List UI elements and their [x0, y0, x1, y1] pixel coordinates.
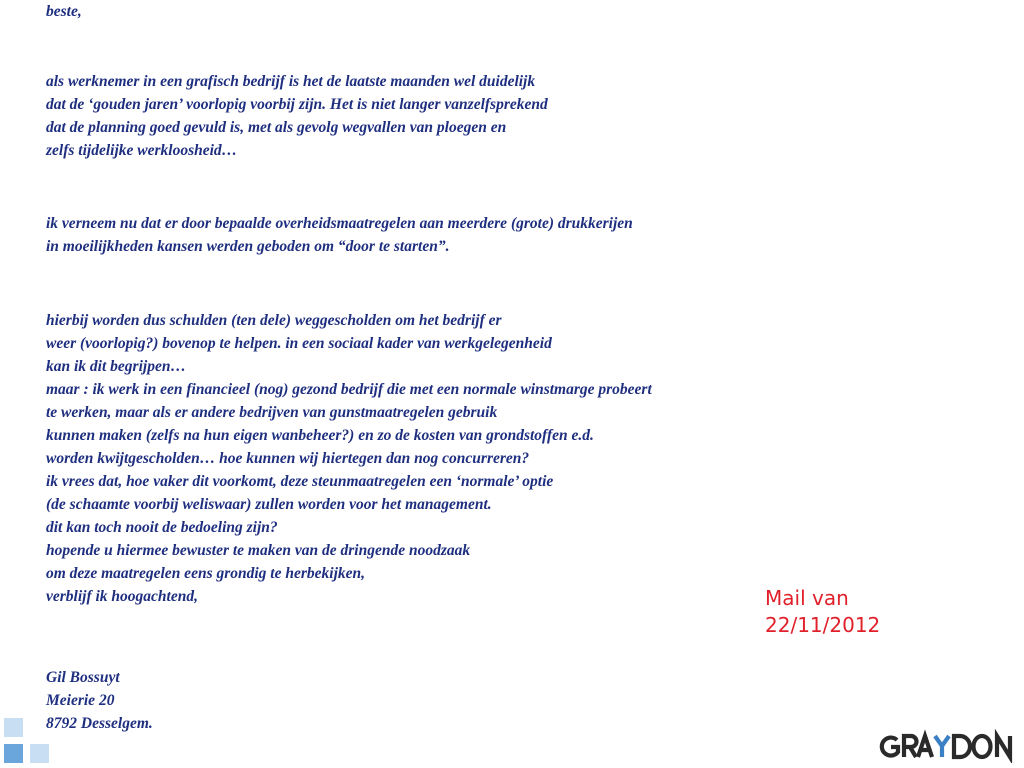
- signature-street: Meierie 20: [46, 692, 115, 709]
- letter-line: kan ik dit begrijpen…: [46, 358, 186, 375]
- letter-greeting: beste,: [46, 3, 82, 20]
- signature-city: 8792 Desselgem.: [46, 715, 153, 732]
- letter-line: weer (voorlopig?) bovenop te helpen. in een sociaal kader van werkgelegenheid: [46, 335, 552, 352]
- mail-date-label: Mail van: [765, 586, 849, 610]
- mail-date-value: 22/11/2012: [765, 613, 881, 637]
- letter-line: te werken, maar als er andere bedrijven van gunstmaatregelen gebruik: [46, 404, 498, 421]
- letter-line: in moeilijkheden kansen werden geboden om “door te starten”.: [46, 238, 450, 255]
- letter-line: kunnen maken (zelfs na hun eigen wanbeheer?) en zo de kosten van grondstoffen e.d.: [46, 427, 594, 444]
- decorative-squares: [0, 718, 60, 768]
- letter-line: om deze maatregelen eens grondig te herbekijken,: [46, 565, 366, 582]
- letter-paragraph-3: [46, 309, 652, 608]
- letter-line: worden kwijtgescholden… hoe kunnen wij hiertegen dan nog concurreren?: [46, 450, 530, 467]
- letter-paragraph-1: [46, 70, 548, 162]
- letter-line: hopende u hiermee bewuster te maken van de dringende noodzaak: [46, 542, 471, 559]
- letter-line: dat de ‘gouden jaren’ voorlopig voorbij zijn. Het is niet langer vanzelfsprekend: [46, 96, 548, 113]
- decorative-square: [30, 744, 49, 763]
- graydon-logo: [878, 729, 1024, 763]
- letter-line: hierbij worden dus schulden (ten dele) weggescholden om het bedrijf er: [46, 312, 502, 329]
- decorative-square: [4, 744, 23, 763]
- letter-line: dat de planning goed gevuld is, met als gevolg wegvallen van ploegen en: [46, 119, 507, 136]
- letter-line: dit kan toch nooit de bedoeling zijn?: [46, 519, 278, 536]
- letter-line: als werknemer in een grafisch bedrijf is het de laatste maanden wel duidelijk: [46, 73, 536, 90]
- letter-paragraph-2: [46, 212, 633, 258]
- letter-line: (de schaamte voorbij weliswaar) zullen worden voor het management.: [46, 496, 492, 513]
- letter-line: zelfs tijdelijke werkloosheid…: [46, 142, 238, 159]
- letter-line: ik vrees dat, hoe vaker dit voorkomt, deze steunmaatregelen een ‘normale’ optie: [46, 473, 554, 490]
- letter-line: ik verneem nu dat er door bepaalde overheidsmaatregelen aan meerdere (grote) drukkerijen: [46, 215, 633, 232]
- letter-line: maar : ik werk in een financieel (nog) gezond bedrijf die met een normale winstmarge probeert: [46, 381, 652, 398]
- decorative-square: [4, 718, 23, 737]
- mail-date-note: [765, 585, 880, 639]
- letter-signature: [46, 666, 153, 735]
- letter-line: verblijf ik hoogachtend,: [46, 588, 198, 605]
- signature-name: Gil Bossuyt: [46, 669, 120, 686]
